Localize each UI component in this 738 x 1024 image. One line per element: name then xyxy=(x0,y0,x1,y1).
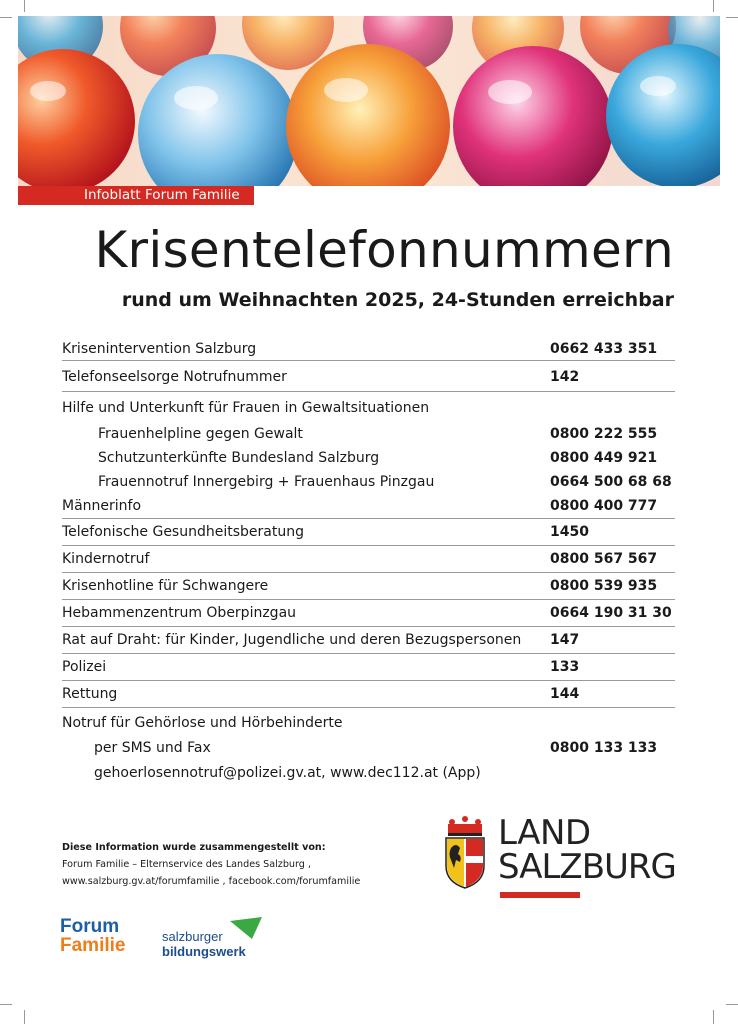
row-number: 142 xyxy=(550,369,580,385)
row-label: Telefonseelsorge Notrufnummer xyxy=(62,369,287,385)
table-row xyxy=(62,760,675,786)
crop-mark xyxy=(713,1010,714,1024)
table-row xyxy=(62,600,675,627)
crop-mark xyxy=(24,1010,25,1024)
row-number: 144 xyxy=(550,686,580,702)
row-number: 0800 133 133 xyxy=(550,740,658,756)
land-salzburg-logo xyxy=(444,813,684,900)
row-label: per SMS und Fax xyxy=(94,740,211,756)
infoblatt-banner: Infoblatt Forum Familie xyxy=(18,186,254,205)
credits-line: Forum Familie – Elternservice des Landes Salzburg , xyxy=(62,859,311,870)
page-title: Krisentelefonnummern xyxy=(94,221,674,279)
credits-heading: Diese Information wurde zusammengestellt von: xyxy=(62,842,326,853)
row-number: 0800 539 935 xyxy=(550,578,658,594)
row-number: 147 xyxy=(550,632,580,648)
coat-of-arms-icon xyxy=(446,838,484,888)
row-label: Männerinfo xyxy=(62,498,142,514)
table-row xyxy=(62,446,675,470)
table-row xyxy=(62,627,675,654)
row-label: Schutzunterkünfte Bundesland Salzburg xyxy=(98,450,380,466)
land-text: LAND xyxy=(498,813,591,853)
row-label: Frauennotruf Innergebirg + Frauenhaus Pinzgau xyxy=(98,474,435,490)
credits-block xyxy=(62,839,360,890)
table-row xyxy=(62,422,675,446)
row-label: Krisenhotline für Schwangere xyxy=(62,578,269,594)
red-underline xyxy=(500,892,580,898)
table-row xyxy=(62,470,675,494)
forum-logo-text: Forum xyxy=(60,916,120,937)
row-number: 0664 190 31 30 xyxy=(550,605,672,621)
row-label: Telefonische Gesundheitsberatung xyxy=(62,524,304,540)
row-label: Rettung xyxy=(62,686,118,702)
crop-mark xyxy=(24,0,25,12)
forum-familie-logo xyxy=(60,918,125,955)
table-row xyxy=(62,546,675,573)
page-subtitle: rund um Weihnachten 2025, 24-Stunden erreichbar xyxy=(121,289,674,311)
table-row xyxy=(62,392,675,422)
crown-icon xyxy=(448,816,482,836)
row-label: Frauenhelpline gegen Gewalt xyxy=(98,426,303,442)
row-number: 0800 222 555 xyxy=(550,426,658,442)
row-label: Hebammenzentrum Oberpinzgau xyxy=(62,605,297,621)
table-row xyxy=(62,573,675,600)
row-number: 0800 400 777 xyxy=(550,498,658,514)
row-number: 0664 500 68 68 xyxy=(550,474,672,490)
table-row xyxy=(62,654,675,681)
crop-mark xyxy=(713,0,714,12)
crop-mark xyxy=(726,17,738,18)
row-number: 0800 449 921 xyxy=(550,450,658,466)
hero-image xyxy=(18,16,720,186)
credits-line: www.salzburg.gv.at/forumfamilie , facebook.com/forumfamilie xyxy=(62,876,361,887)
hotline-table xyxy=(62,338,675,786)
green-triangle-icon xyxy=(230,917,262,939)
salzburg-text: SALZBURG xyxy=(498,847,676,887)
glass-marbles-illustration xyxy=(18,16,720,186)
row-label: Hilfe und Unterkunft für Frauen in Gewaltsituationen xyxy=(62,400,430,416)
table-row xyxy=(62,494,675,519)
row-number: 1450 xyxy=(550,524,589,540)
table-row xyxy=(62,736,675,760)
row-label: gehoerlosennotruf@polizei.gv.at, www.dec112.at (App) xyxy=(94,765,481,781)
row-number: 0662 433 351 xyxy=(550,341,658,357)
row-label: Polizei xyxy=(62,659,107,675)
row-label: Krisenintervention Salzburg xyxy=(62,341,257,357)
row-label: Notruf für Gehörlose und Hörbehinderte xyxy=(62,715,343,731)
salzburger-text: salzburger xyxy=(162,929,223,944)
bildungswerk-text: bildungswerk xyxy=(162,944,246,959)
crop-mark xyxy=(0,1004,12,1005)
row-label: Rat auf Draht: für Kinder, Jugendliche und deren Bezugspersonen xyxy=(62,632,522,648)
crop-mark xyxy=(0,17,12,18)
familie-logo-text: Familie xyxy=(60,935,126,956)
table-row xyxy=(62,708,675,736)
crop-mark xyxy=(726,1004,738,1005)
row-label: Kindernotruf xyxy=(62,551,150,567)
row-number: 0800 567 567 xyxy=(550,551,658,567)
table-row xyxy=(62,681,675,708)
row-number: 133 xyxy=(550,659,580,675)
table-row xyxy=(62,519,675,546)
table-row xyxy=(62,338,675,361)
table-row xyxy=(62,361,675,392)
